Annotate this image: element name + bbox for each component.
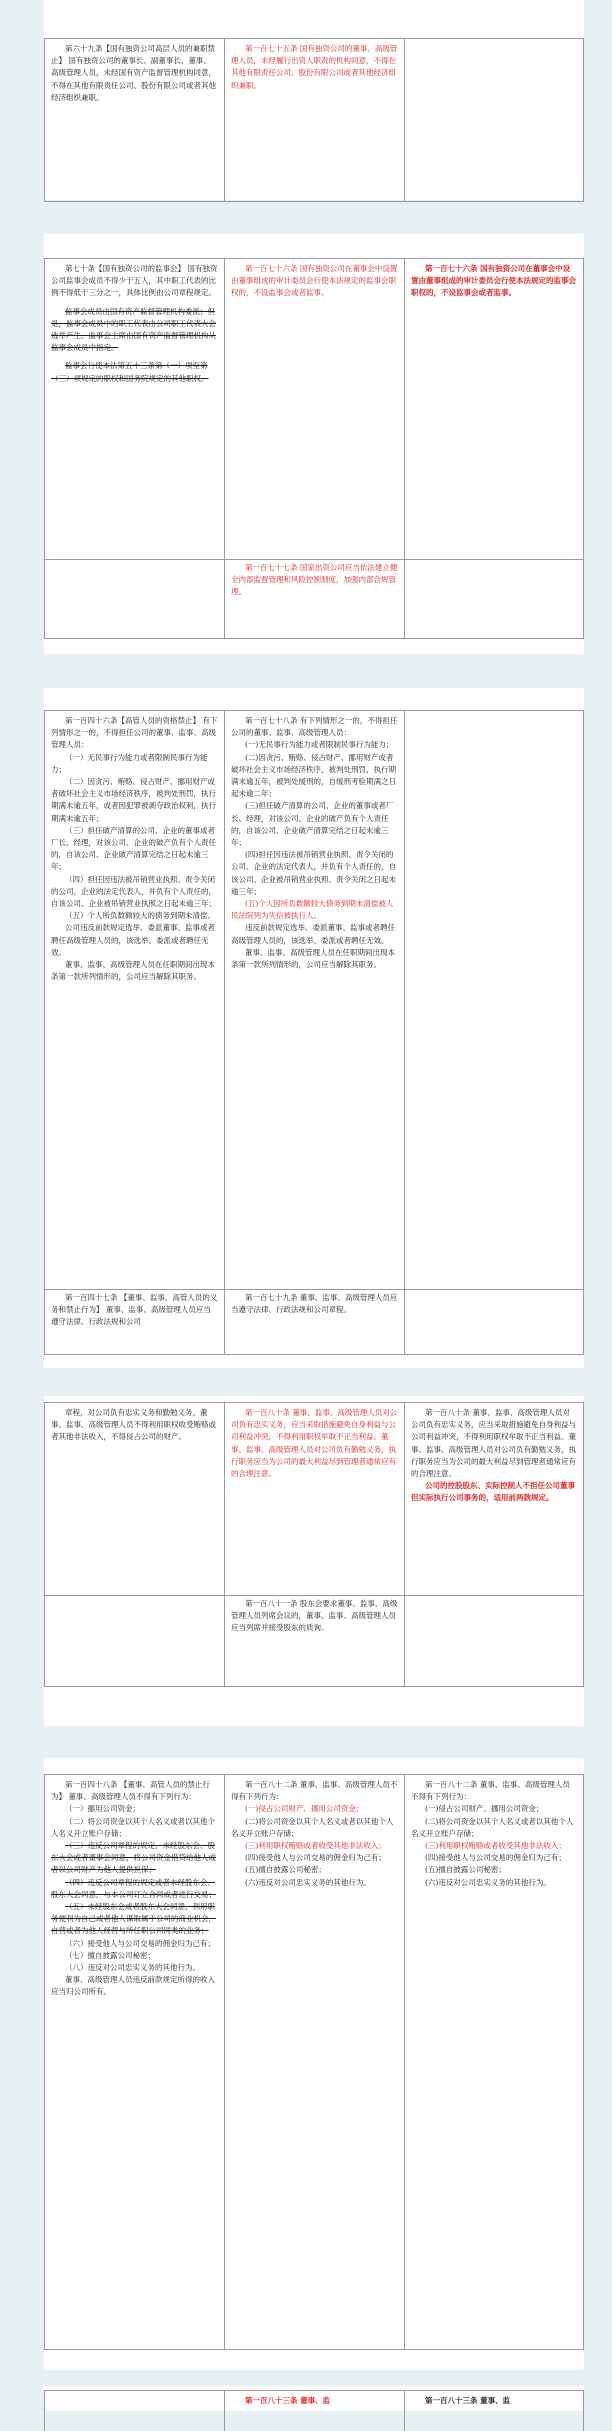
page-section-5 <box>44 1758 584 2370</box>
article-text: 公司的控股股东、实际控制人不担任公司董事但实际执行公司事务的，适用前两款规定。 <box>411 1481 575 1503</box>
page-section-2 <box>44 234 584 654</box>
article-text: 第一百八十条 董事、监事、高级管理人员对公司负有忠实义务，应当采取措施避免自身利益与公司利益冲突，不得利用职权牟取不正当利益。董事、监事、高级管理人员对公司负有勤勉义务，执行职务应当为公司的最大利益尽到管理者通常应有的合理注意。 <box>231 1408 398 1479</box>
table-row <box>44 1402 584 1596</box>
list-item: （四）违反公司章程的规定或者未经股东会、股东大会同意，与本公司订立合同或者进行交易； <box>51 1877 216 1899</box>
list-item: 董事、监事、高级管理人员在任职期间出现本条第一款所列情形的，公司应当解除其职务。 <box>51 960 215 982</box>
article-text: 章程，对公司负有忠实义务和勤勉义务。董事、监事、高级管理人员不得利用职权收受贿赂或者其他非法收入，不得侵占公司的财产。 <box>51 1408 216 1442</box>
old-law-cell <box>44 2391 224 2431</box>
article-text: 第一百八十条 董事、监事、高级管理人员对公司负有忠实义务，应当采取措施避免自身利益与公司利益冲突，不得利用职权牟取不正当利益。董事、监事、高级管理人员对公司负有勤勉义务，执行职务应当为公司的最大利益尽到管理者通常应有的合理注意。 <box>411 1408 576 1479</box>
new-law-cell <box>224 259 404 559</box>
article-text: 第一百八十二条 董事、监事、高级管理人员不得有下列行为： <box>411 1780 570 1802</box>
list-item: (三)利用职权贿赂或者收受其他非法收入； <box>425 1841 566 1851</box>
article-text: 第一百八十三条 董事、监 <box>245 2396 331 2405</box>
list-item: (三)担任破产清算的公司、企业的董事或者厂长、经理，对该公司、企业的破产负有个人责任的，自该公司、企业破产清算完结之日起未逾三年； <box>231 801 394 848</box>
new-law-cell <box>224 711 404 1289</box>
article-text: 第一百七十八条 有下列情形之一的，不得担任公司的董事、监事、高级管理人员： <box>231 716 398 738</box>
list-item: (一)侵占公司财产、挪用公司资金； <box>245 1804 364 1814</box>
new-law-cell <box>224 1288 404 1354</box>
list-item: 违反前款规定选举、委派董事、监事或者聘任高级管理人员的，该选举、委派或者聘任无效。 <box>231 923 395 945</box>
table-row <box>44 258 584 560</box>
list-item: (五)擅自披露公司秘密； <box>425 1865 506 1875</box>
list-item: (四)接受他人与公司交易的佣金归为己有； <box>425 1853 566 1863</box>
list-item: （五）未经股东会或者股东大会同意，利用职务便利为自己或者他人谋取属于公司的商业机会，自营或者为他人经营与所任职公司同类的业务； <box>51 1902 216 1936</box>
article-text: 第六十九条【国有独资公司高层人员的兼职禁止】 国有独资公司的董事长、副董事长、董事、高级管理人员，未经国有资产监督管理机构同意，不得在其他有限责任公司、股份有限公司或者其他经济组织兼职。 <box>51 44 216 102</box>
article-text: 第一百七十五条 国有独资公司的董事、高级管理人员，未经履行出资人职责的机构同意，不得在其他有限责任公司、股份有限公司或者其他经济组织兼职。 <box>231 44 398 90</box>
old-law-cell <box>44 558 224 638</box>
list-item: (二)将公司资金以其个人名义或者以其他个人名义开立账户存储； <box>411 1816 574 1838</box>
article-text: 第一百八十一条 股东会要求董事、监事、高级管理人员列席会议的，董事、监事、高级管理人员应当列席并接受股东的质询。 <box>231 1599 398 1633</box>
table-row <box>44 38 584 202</box>
article-text: 第一百八十二条 董事、监事、高级管理人员不得有下列行为： <box>231 1780 398 1802</box>
list-item: 董事、监事、高级管理人员在任职期间出现本条第一款所列情形的，公司应当解除其职务。 <box>231 947 395 970</box>
list-item: （三）担任破产清算的公司、企业的董事或者厂长、经理，对该公司、企业的破产负有个人责任的，自该公司、企业破产清算完结之日起未逾三年； <box>51 825 216 872</box>
old-law-cell <box>44 1403 224 1595</box>
list-item: (一)侵占公司财产、挪用公司资金； <box>425 1804 544 1814</box>
list-item: （二）因贪污、贿赂、侵占财产、挪用财产或者破坏社会主义市场经济秩序，被判处刑罚，执行期满未逾五年，或者因犯罪被剥夺政治权利，执行期满未逾五年； <box>51 777 216 823</box>
list-item: (五)个人因所负数额较大债务到期未清偿被人民法院列为失信被执行人。 <box>231 899 394 921</box>
list-item: (四)接受他人与公司交易的佣金归为己有； <box>245 1853 386 1863</box>
new-law-cell <box>224 1775 404 2349</box>
table-row <box>44 710 584 1290</box>
article-text: 第一百四十七条 【董事、监事、高管人员的义务和禁止行为】 董事、监事、高级管理人员应当遵守法律、行政法规和公司 <box>51 1293 218 1327</box>
page-section-1 <box>44 0 584 200</box>
list-item: （六）接受他人与公司交易的佣金归为己有； <box>65 1938 215 1948</box>
draft-cell <box>404 1403 584 1595</box>
table-row <box>44 1594 584 1687</box>
list-item: （一）无民事行为能力或者限制民事行为能力； <box>51 752 208 774</box>
page-section-4 <box>44 1396 584 1726</box>
article-text: 第一百八十三条 董事、监 <box>425 2396 511 2405</box>
list-item: （二）将公司资金以其个人名义或者以其他个人名义开立账户存储； <box>51 1816 215 1838</box>
list-item: （一）挪用公司资金； <box>65 1804 140 1814</box>
list-item: (二)因贪污、贿赂、侵占财产、挪用财产或者破坏社会主义市场经济秩序，被判处刑罚，执行期满未逾五年，被判处缓刑的，自缓刑考验期满之日起未逾二年； <box>231 752 396 799</box>
draft-cell <box>404 39 584 201</box>
article-text: 第一百七十七条 国家出资公司应当依法建立健全内部监督管理和风险控制制度，加强内部合规管理。 <box>231 563 398 597</box>
list-item: （三）违反公司章程的规定，未经股东会、股东大会或者董事会同意，将公司资金借贷给他人或者以公司财产为他人提供担保； <box>51 1841 216 1875</box>
new-law-cell <box>224 1403 404 1595</box>
list-item: (一)无民事行为能力或者限制民事行为能力； <box>245 740 394 750</box>
list-item: (六)违反对公司忠实义务的其他行为。 <box>245 1877 371 1887</box>
list-item: （八）违反对公司忠实义务的其他行为。 <box>65 1963 200 1973</box>
list-item: （五）个人所负数额较大的债务到期未清偿。 <box>65 911 215 921</box>
list-item: (三)利用职权贿赂或者收受其他非法收入； <box>245 1841 386 1851</box>
old-law-cell <box>44 259 224 559</box>
draft-cell <box>404 259 584 559</box>
page-section-3 <box>44 688 584 1368</box>
old-law-cell <box>44 1775 224 2349</box>
page-section-6 <box>44 2386 584 2411</box>
table-row <box>44 1288 584 1355</box>
article-text: 监事会成员由国有资产监督管理机构委派；但是，监事会成员中的职工代表由公司职工代表大会选举产生。监事会主席由国有资产监督管理机构从监事会成员中指定。 <box>51 306 216 353</box>
article-text: 第七十条【国有独资公司的监事会】 国有独资公司监事会成员不得少于五人，其中职工代表的比例不得低于三分之一，具体比例由公司章程规定。 <box>51 264 218 298</box>
list-item: (四)担任因违法被吊销营业执照、责令关闭的公司、企业的法定代表人，并负有个人责任的，自该公司、企业被吊销营业执照、责令关闭之日起未逾三年； <box>231 850 396 896</box>
list-item: 董事、高级管理人员违反前款规定所得的收入应当归公司所有。 <box>51 1975 215 1997</box>
article-text: 第一百四十八条 【董事、高管人员的禁止行为】 董事、高级管理人员不得有下列行为： <box>51 1780 210 1802</box>
new-law-cell <box>224 2391 404 2431</box>
list-item: (五)擅自披露公司秘密； <box>245 1865 326 1875</box>
new-law-cell <box>224 558 404 638</box>
draft-cell <box>404 2391 584 2431</box>
article-text: 第一百四十六条【高管人员的资格禁止】 有下列情形之一的，不得担任公司的董事、监事、高级管理人员： <box>51 716 218 750</box>
list-item: (六)违反对公司忠实义务的其他行为。 <box>425 1877 551 1887</box>
draft-cell <box>404 558 584 638</box>
old-law-cell <box>44 39 224 201</box>
table-row <box>44 558 584 639</box>
article-text: 第一百七十六条 国有独资公司在董事会中设置由董事组成的审计委员会行使本法规定的监事会职权的，不设监事会或者监事。 <box>231 264 398 298</box>
list-item: （四）担任因违法被吊销营业执照、责令关闭的公司、企业的法定代表人，并负有个人责任的，自该公司、企业被吊销营业执照之日起未逾三年； <box>51 874 216 909</box>
list-item: 公司违反前款规定选举、委派董事、监事或者聘任高级管理人员的，该选举、委派或者聘任无效。 <box>51 923 215 957</box>
table-row <box>44 1774 584 2350</box>
new-law-cell <box>224 39 404 201</box>
draft-cell <box>404 711 584 1289</box>
article-text: 第一百七十六条 国有独资公司在董事会中设置由董事组成的审计委员会行使本法规定的监事会职权的，不设监事会或者监事。 <box>411 264 576 298</box>
draft-cell <box>404 1775 584 2349</box>
draft-cell <box>404 1594 584 1686</box>
old-law-cell <box>44 1288 224 1354</box>
old-law-cell <box>44 1594 224 1686</box>
list-item: (二)将公司资金以其个人名义或者以其他个人名义开立账户存储； <box>231 1816 394 1838</box>
list-item: （七）擅自披露公司秘密； <box>65 1950 155 1960</box>
old-law-cell <box>44 711 224 1289</box>
article-text: 第一百七十九条 董事、监事、高级管理人员应当遵守法律、行政法规和公司章程。 <box>231 1293 398 1315</box>
draft-cell <box>404 1288 584 1354</box>
new-law-cell <box>224 1594 404 1686</box>
article-text: 监事会行使本法第五十三条第（一）项至第（三）项规定的职权和国务院规定的其他职权。 <box>51 361 209 383</box>
